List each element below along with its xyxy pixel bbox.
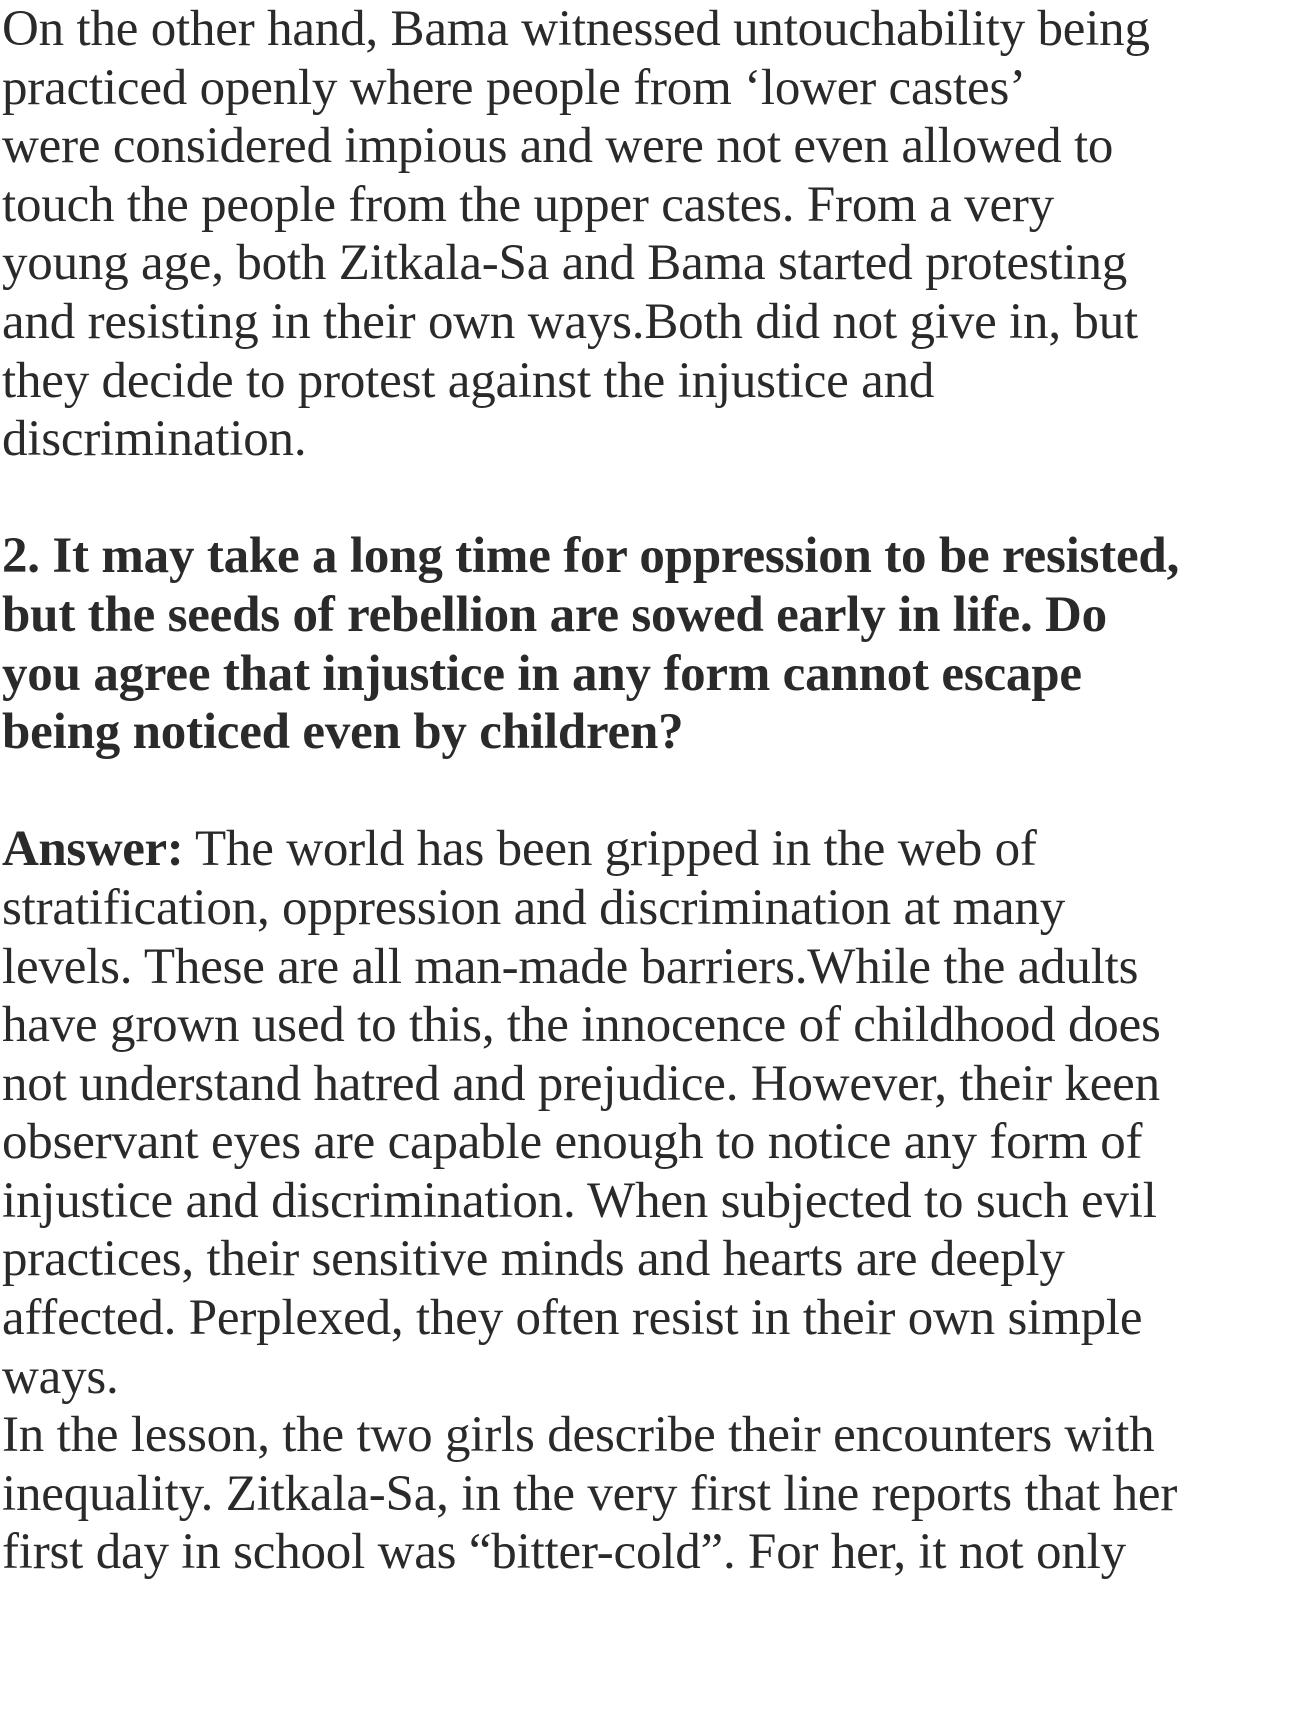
text-line: they decide to protest against the injustice and [2,352,935,409]
text-line: were considered impious and were not even allowed to [2,118,1114,175]
text-line: In the lesson, the two girls describe their encounters with [2,1407,1155,1464]
text-line: young age, both Zitkala-Sa and Bama started protesting [2,235,1128,292]
text-line: discrimination. [2,411,307,468]
paragraph-spacer [2,469,1298,528]
intro-paragraph [2,0,1298,469]
answer-first-line-text: The world has been gripped in the web of [183,821,1037,878]
text-line: touch the people from the upper castes. From a very [2,176,1054,233]
paragraph-spacer [2,762,1298,821]
text-line: have grown used to this, the innocence of childhood does [2,997,1161,1054]
text-line: injustice and discrimination. When subjected to such evil [2,1172,1157,1229]
question-line: you agree that injustice in any form cannot escape [2,645,1082,702]
answer-label: Answer: [2,821,184,878]
question-heading [2,527,1298,761]
text-line: first day in school was “bitter-cold”. For her, it not only [2,1524,1126,1581]
text-line: ways. [2,1348,119,1405]
text-line: and resisting in their own ways.Both did not give in, but [2,293,1139,350]
text-line: affected. Perplexed, they often resist in their own simple [2,1290,1143,1347]
document-page [2,0,1298,1582]
text-line: practiced openly where people from ‘lower castes’ [2,59,1026,116]
answer-first-line [2,820,1298,879]
text-line: stratification, oppression and discrimination at many [2,879,1065,936]
text-line: observant eyes are capable enough to notice any form of [2,1114,1143,1171]
text-line: inequality. Zitkala-Sa, in the very first line reports that her [2,1465,1178,1522]
text-line: not understand hatred and prejudice. However, their keen [2,1055,1160,1112]
question-line: 2. It may take a long time for oppression to be resisted, [2,528,1180,585]
question-line: being noticed even by children? [2,704,684,761]
answer-paragraph [2,820,1298,1406]
question-line: but the seeds of rebellion are sowed early in life. Do [2,586,1107,643]
text-line: On the other hand, Bama witnessed untouchability being [2,1,1150,57]
text-line: levels. These are all man-made barriers.While the adults [2,938,1139,995]
text-line: practices, their sensitive minds and hearts are deeply [2,1231,1065,1288]
continuation-paragraph [2,1406,1298,1582]
